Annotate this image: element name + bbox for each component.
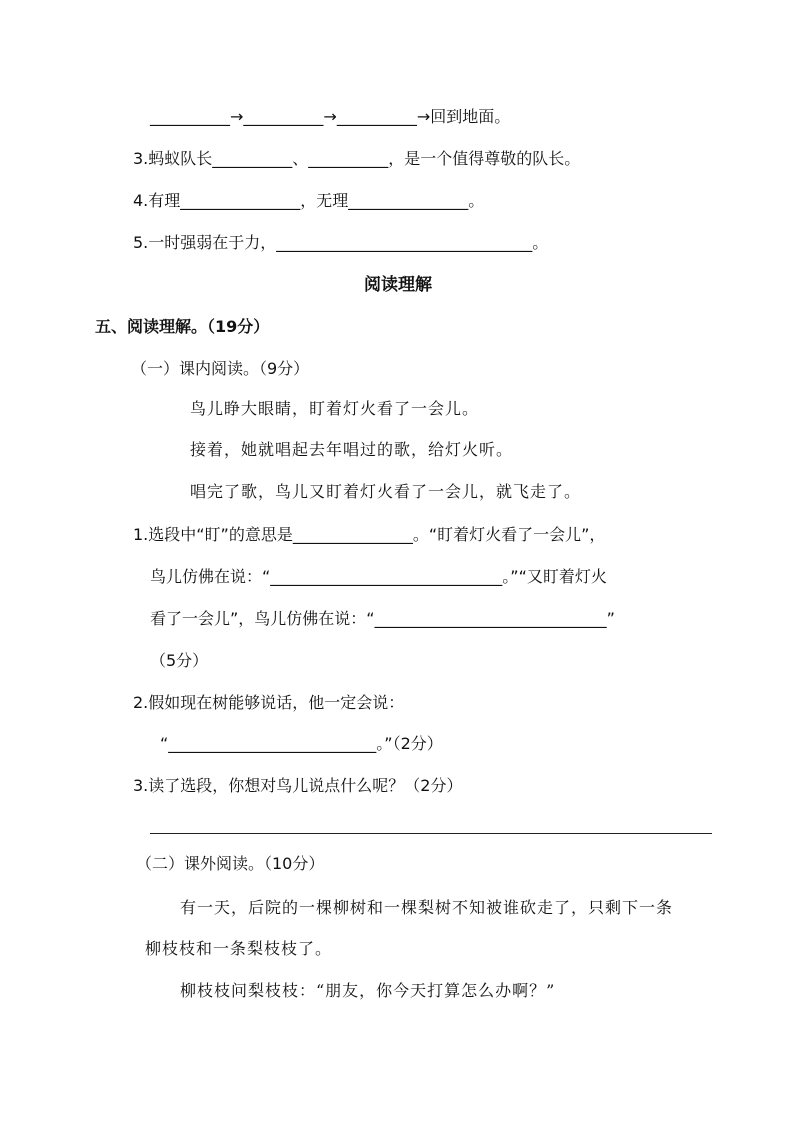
passage-2-paragraph-1-line-2: 柳枝枝和一条梨枝枝了。 <box>145 939 333 958</box>
passage-1-paragraph-1: 鸟儿睁大眼睛，盯着灯火看了一会儿。 <box>190 399 480 418</box>
answer-rule <box>150 833 712 834</box>
subsection-1-heading: （一）课内阅读。（9分） <box>131 359 310 378</box>
question-1-score: （5分） <box>150 651 209 670</box>
part-five-heading: 五、阅读理解。（19分） <box>95 317 270 336</box>
question-2-line-1: 2.假如现在树能够说话，他一定会说： <box>133 693 405 712</box>
passage-1-paragraph-3: 唱完了歌，鸟儿又盯着灯火看了一会儿，就飞走了。 <box>190 482 582 501</box>
section-title: 阅读理解 <box>364 275 432 295</box>
question-3: 3.蚂蚁队长__________、__________，是一个值得尊敬的队长。 <box>133 149 581 168</box>
question-1-line-1: 1.选段中“盯”的意思是_______________。“盯着灯火看了一会儿”， <box>133 525 606 544</box>
question-1-line-3: 看了一会儿”，鸟儿仿佛在说：“_____________________________” <box>150 609 615 628</box>
question-1-line-2: 鸟儿仿佛在说：“_____________________________。”“又盯着灯火 <box>150 567 607 586</box>
question-4: 4.有理_______________，无理_______________。 <box>133 191 485 210</box>
passage-2-paragraph-2: 柳枝枝问梨枝枝：“朋友，你今天打算怎么办啊？” <box>180 981 556 1000</box>
question-5: 5.一时强弱在于力，________________________________。 <box>133 233 549 252</box>
question-2-line-2: “__________________________。”（2分） <box>160 734 443 753</box>
passage-1-paragraph-2: 接着，她就唱起去年唱过的歌，给灯火听。 <box>190 440 514 459</box>
subsection-2-heading: （二）课外阅读。（10分） <box>136 854 325 873</box>
passage-2-paragraph-1-line-1: 有一天，后院的一棵柳树和一棵梨树不知被谁砍走了，只剩下一条 <box>180 898 674 917</box>
answer-line-1: __________→__________→__________→回到地面。 <box>150 107 511 126</box>
question-3-reading: 3.读了选段，你想对鸟儿说点什么呢？（2分） <box>133 776 463 795</box>
